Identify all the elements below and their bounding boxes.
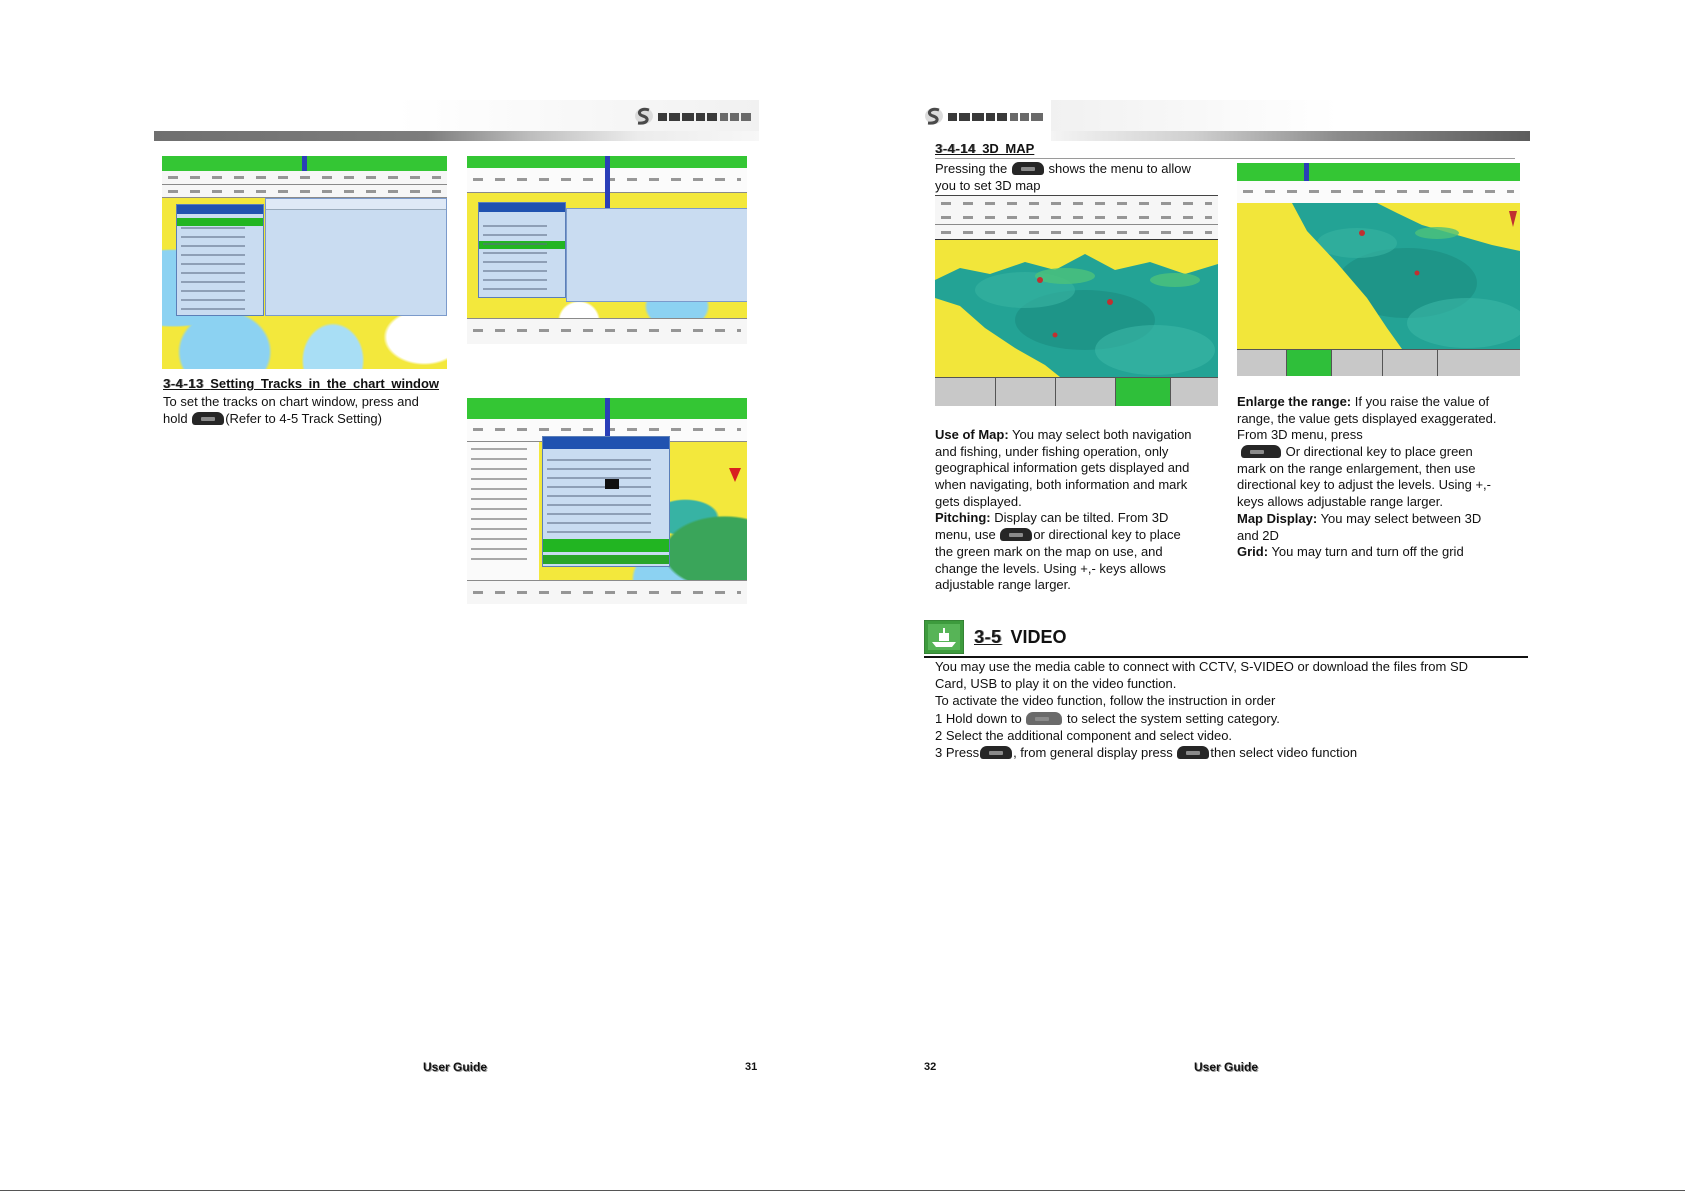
- paragraph-line: [935, 527, 1192, 544]
- screenshot-softkey-divider: [1286, 350, 1287, 376]
- screenshot-menu-rows: [547, 459, 651, 536]
- map-intro-paragraph: [935, 160, 1191, 194]
- footer-label: User Guide: [423, 1060, 488, 1074]
- brand-logo: [634, 106, 758, 126]
- chart-screenshot-track-submenu: [467, 156, 747, 344]
- line-text: You may select both navigation: [1008, 427, 1192, 442]
- paragraph-line: and fishing, under fishing operation, only: [935, 443, 1169, 459]
- section-heading-3-5: [974, 627, 1067, 648]
- screenshot-panel-header: [266, 199, 446, 210]
- line-text: Display can be tilted. From 3D: [990, 510, 1169, 526]
- screenshot-menu-rows: [181, 227, 245, 311]
- screenshot-position-marker: [605, 156, 610, 216]
- paragraph-line: You may use the media cable to connect with CCTV, S-VIDEO or download the files from SD: [935, 659, 1469, 674]
- paragraph-line: [1237, 511, 1496, 528]
- section-title: Setting Tracks in the chart window: [210, 376, 440, 391]
- screenshot-softkey-divider: [995, 378, 996, 406]
- video-section-icon: [924, 620, 964, 654]
- section-heading-3-4-13: [163, 376, 439, 391]
- step-line: 2 Select the additional component and select video.: [935, 727, 1233, 743]
- 3d-map-screenshot-range: [1237, 163, 1520, 376]
- paragraph-line: range, the value gets displayed exaggerated.: [1237, 410, 1497, 426]
- screenshot-position-marker: [605, 398, 610, 438]
- definition-term: Use of Map:: [935, 427, 1009, 442]
- line-text: to select the system setting category.: [1063, 710, 1280, 726]
- line-text: Or directional key to place green: [1282, 444, 1473, 460]
- step-line: [935, 710, 1468, 727]
- screenshot-heading-arrow: [729, 468, 741, 482]
- paragraph-line: adjustable range larger.: [935, 577, 1071, 593]
- 3d-map-view: [935, 240, 1218, 377]
- screenshot-softkey-divider: [1170, 378, 1171, 406]
- screenshot-softkey-divider: [1331, 350, 1332, 376]
- definition-term: Map Display:: [1237, 510, 1318, 526]
- screenshot-list-text: [471, 448, 527, 568]
- 3d-map-screenshot-pitch: [935, 195, 1218, 406]
- screenshot-info-strip: [935, 195, 1218, 212]
- screenshot-menu-footer-row: [543, 555, 669, 564]
- step-line: [935, 744, 1468, 761]
- line-text: hold: [163, 410, 192, 426]
- section-number: 3-4-14: [935, 141, 976, 156]
- paragraph-line: [1237, 394, 1496, 411]
- header-bar-right: [1051, 131, 1530, 141]
- screenshot-menu-selected-row: [543, 539, 669, 552]
- paragraph-line: [1237, 444, 1496, 461]
- map-options-right-column: [1237, 394, 1496, 561]
- paragraph-line: geographical information gets displayed and: [935, 460, 1190, 476]
- page-bottom-border: [0, 1190, 1685, 1191]
- line-text: You may turn and turn off the grid: [1268, 544, 1464, 560]
- paragraph-line: the green mark on the map on use, and: [935, 543, 1163, 559]
- screenshot-menu-panel: [542, 436, 670, 567]
- paragraph-line: and 2D: [1237, 527, 1279, 543]
- paragraph-line: From 3D menu, press: [1237, 427, 1363, 443]
- screenshot-menu-rows: [483, 225, 547, 293]
- screenshot-menu-panel: [478, 202, 566, 298]
- screenshot-position-marker: [302, 156, 307, 171]
- 3d-map-view: [1237, 203, 1520, 349]
- screenshot-softkey-divider: [1437, 350, 1438, 376]
- key-button-icon: [1012, 162, 1044, 175]
- key-button-icon: [980, 746, 1012, 759]
- screenshot-info-strip: [1237, 181, 1520, 204]
- screenshot-bottom-bar: [1237, 349, 1520, 376]
- paragraph-line: To activate the video function, follow the instruction in order: [935, 693, 1276, 709]
- video-paragraph: [935, 658, 1468, 761]
- header-bar-left: [154, 131, 759, 141]
- screenshot-softkey-divider: [1382, 350, 1383, 376]
- paragraph-line: [935, 510, 1192, 527]
- chart-screenshot-track-menu: [162, 156, 447, 369]
- page-number: 32: [924, 1061, 937, 1073]
- paragraph-line: change the levels. Using +,- keys allows: [935, 560, 1166, 576]
- paragraph-line: you to set 3D map: [935, 178, 1041, 193]
- screenshot-color-swatch: [605, 479, 619, 489]
- track-setting-paragraph: [163, 394, 419, 427]
- key-button-icon: [192, 412, 224, 425]
- map-options-left-column: [935, 427, 1192, 594]
- definition-term: Pitching:: [935, 510, 991, 526]
- screenshot-settings-panel: [566, 208, 747, 302]
- screenshot-active-softkey: [1115, 378, 1170, 406]
- section-number: 3-5: [974, 627, 1002, 647]
- line-text: Pressing the: [935, 161, 1011, 176]
- key-button-icon: [1000, 528, 1032, 541]
- chart-screenshot-track-setting: [467, 398, 747, 604]
- paragraph-line: To set the tracks on chart window, press and: [163, 394, 419, 409]
- paragraph-line: directional key to adjust the levels. Using +,-: [1237, 477, 1491, 493]
- screenshot-bottom-strip: [467, 580, 747, 604]
- line-text: 3 Press: [935, 744, 980, 760]
- line-text: 1 Hold down to: [935, 710, 1026, 726]
- screenshot-bottom-strip: [467, 318, 747, 344]
- screenshot-top-bar: [1237, 163, 1520, 181]
- header-haze-right: [1051, 100, 1530, 131]
- paragraph-line: [935, 427, 1192, 444]
- screenshot-info-strip: [162, 171, 447, 185]
- key-button-icon: [1177, 746, 1209, 759]
- paragraph-line: gets displayed.: [935, 493, 1022, 509]
- paragraph-line: keys allows adjustable range larger.: [1237, 494, 1443, 510]
- screenshot-active-softkey: [1286, 350, 1331, 376]
- line-text: You may select between 3D: [1317, 510, 1482, 526]
- section-divider: [935, 158, 1515, 159]
- line-text: then select video function: [1210, 744, 1358, 760]
- screenshot-softkey-divider: [1115, 378, 1116, 406]
- paragraph-line: Card, USB to play it on the video function.: [935, 676, 1177, 692]
- definition-term: Grid:: [1237, 544, 1269, 560]
- screenshot-softkey-divider: [1055, 378, 1056, 406]
- section-title: VIDEO: [1010, 627, 1067, 647]
- paragraph-line: [935, 160, 1191, 177]
- screenshot-menu-panel: [176, 204, 264, 316]
- screenshot-info-strip: [162, 185, 447, 198]
- paragraph-line: when navigating, both information and mark: [935, 477, 1188, 493]
- line-text: or directional key to place: [1033, 527, 1181, 543]
- line-text: (Refer to 4-5 Track Setting): [225, 410, 382, 426]
- page-number: 31: [745, 1061, 758, 1073]
- key-button-icon: [1026, 712, 1062, 725]
- screenshot-info-strip: [935, 225, 1218, 240]
- line-text: menu, use: [935, 527, 1000, 543]
- screenshot-info-strip: [935, 211, 1218, 225]
- paragraph-line: mark on the range enlargement, then use: [1237, 460, 1476, 476]
- brand-logo: [924, 106, 1051, 126]
- paragraph-line: [1237, 544, 1496, 561]
- section-heading-3-4-14: [935, 141, 1034, 156]
- key-button-icon: [1241, 445, 1281, 458]
- paragraph-line: [163, 411, 419, 428]
- line-text: , from general display press: [1013, 744, 1177, 760]
- screenshot-menu-selected-row: [177, 218, 263, 226]
- line-text: If you raise the value of: [1351, 394, 1490, 409]
- screenshot-position-marker: [1304, 163, 1309, 181]
- screenshot-menu-header: [479, 203, 565, 212]
- footer-label: User Guide: [1194, 1060, 1259, 1074]
- definition-term: Enlarge the range:: [1237, 394, 1352, 409]
- screenshot-settings-panel: [265, 198, 447, 316]
- screenshot-bottom-bar: [935, 377, 1218, 406]
- screenshot-menu-header: [177, 205, 263, 214]
- section-number: 3-4-13: [163, 376, 204, 391]
- screenshot-menu-header: [543, 437, 669, 449]
- section-title: 3D MAP: [982, 141, 1035, 156]
- line-text: shows the menu to allow: [1044, 161, 1191, 176]
